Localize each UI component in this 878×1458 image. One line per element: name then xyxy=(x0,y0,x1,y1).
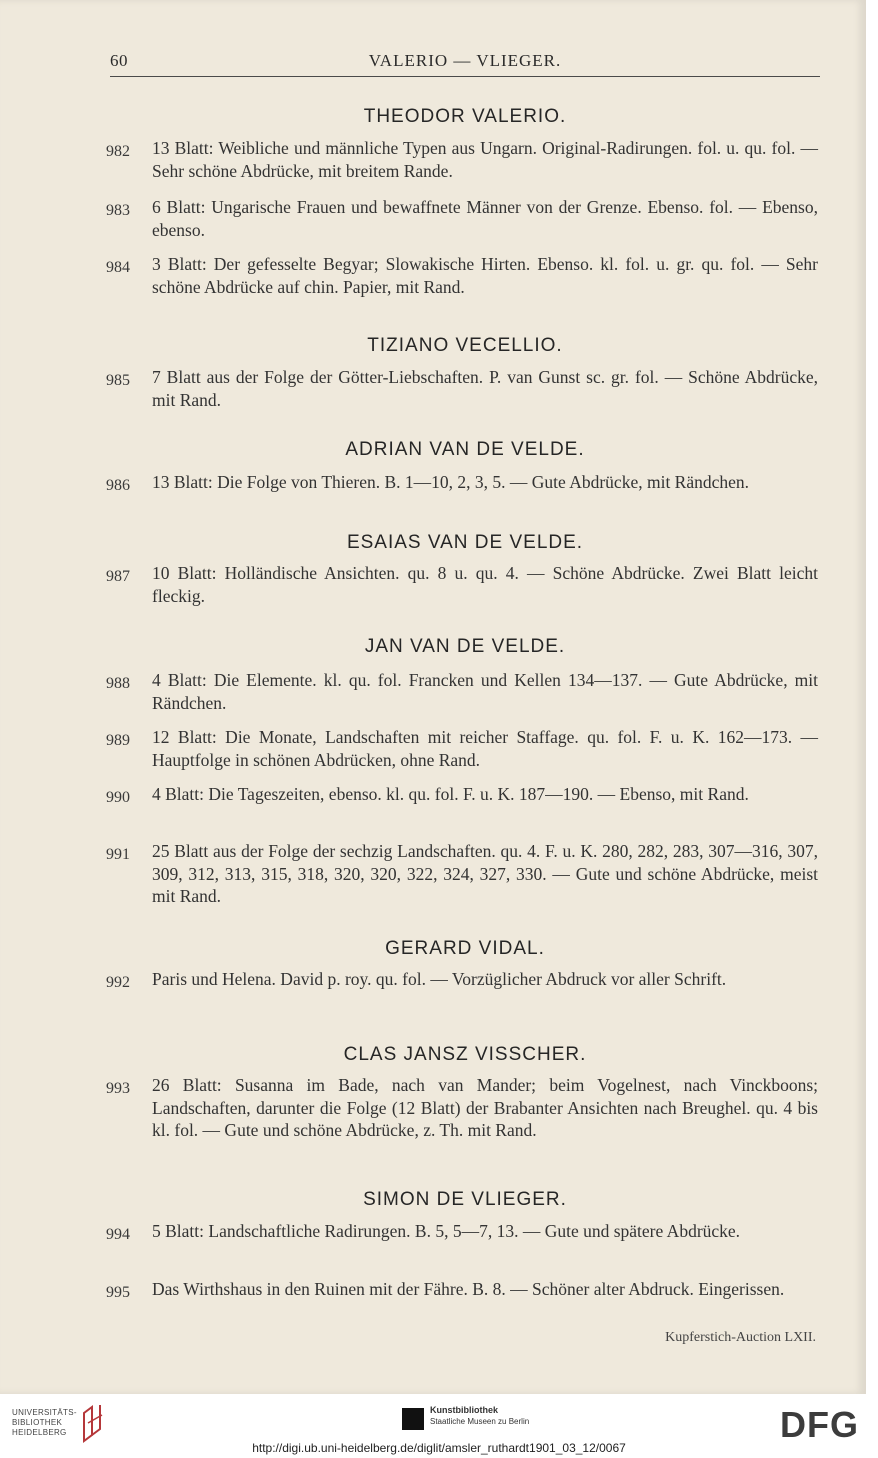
kb-subtitle: Staatliche Museen zu Berlin xyxy=(430,1417,530,1426)
entry-number: 984 xyxy=(106,259,130,276)
entry-number: 991 xyxy=(106,846,130,863)
university-line: HEIDELBERG xyxy=(12,1428,67,1437)
artist-heading: SIMON DE VLIEGER. xyxy=(363,1189,567,1210)
entry-number: 992 xyxy=(106,974,130,991)
artist-heading: TIZIANO VECELLIO. xyxy=(367,335,563,356)
catalog-entry xyxy=(106,783,818,806)
catalog-entry xyxy=(106,137,818,182)
catalog-entry xyxy=(106,196,818,241)
entry-text: 26 Blatt: Susanna im Bade, nach van Mander; beim Vogelnest, nach Vinckboons; Landschaften, darunter die Folge (12 Blatt) der Brabanter Ansichten nach Breughel. qu. 4 bis kl. fol. — Gute und schöne Abdrücke, z. Th. mit Rand. xyxy=(152,1075,818,1140)
artist-heading: ADRIAN VAN DE VELDE. xyxy=(345,439,585,460)
dfg-logo[interactable]: DFG xyxy=(780,1404,859,1445)
entry-number: 982 xyxy=(106,143,130,160)
entry-number: 990 xyxy=(106,789,130,806)
entry-number: 993 xyxy=(106,1080,130,1097)
running-title: VALERIO — VLIEGER. xyxy=(368,51,562,70)
catalog-entry xyxy=(106,669,818,714)
entry-text: 12 Blatt: Die Monate, Landschaften mit reicher Staffage. qu. fol. F. u. K. 162—173. — Hauptfolge in schönen Abdrücken, ohne Rand. xyxy=(152,727,818,770)
catalog-entry xyxy=(106,840,818,908)
catalog-entry xyxy=(106,726,818,771)
entry-number: 989 xyxy=(106,732,130,749)
entry-text: 4 Blatt: Die Elemente. kl. qu. fol. Francken und Kellen 134—137. — Gute Abdrücke, mit Rändchen. xyxy=(152,670,818,713)
catalog-entry xyxy=(106,562,818,607)
catalog-entry xyxy=(106,366,818,411)
kb-title: Kunstbibliothek xyxy=(430,1405,498,1415)
entry-text: 13 Blatt: Die Folge von Thieren. B. 1—10, 2, 3, 5. — Gute Abdrücke, mit Rändchen. xyxy=(152,472,750,492)
entry-number: 987 xyxy=(106,568,130,585)
entry-text: 4 Blatt: Die Tageszeiten, ebenso. kl. qu. fol. F. u. K. 187—190. — Ebenso, mit Rand. xyxy=(152,784,749,804)
entry-text: 3 Blatt: Der gefesselte Begyar; Slowakische Hirten. Ebenso. kl. fol. u. gr. qu. fol. — Sehr schöne Abdrücke auf chin. Papier, mit Rand. xyxy=(152,254,818,297)
artist-heading: GERARD VIDAL. xyxy=(385,938,545,959)
entry-number: 994 xyxy=(106,1226,130,1243)
entry-number: 985 xyxy=(106,372,130,389)
permalink-url[interactable]: http://digi.ub.uni-heidelberg.de/diglit/amsler_ruthardt1901_03_12/0067 xyxy=(252,1441,626,1455)
kunstbibliothek-label[interactable] xyxy=(430,1405,570,1427)
university-seal-icon xyxy=(78,1403,108,1443)
artist-heading: CLAS JANSZ VISSCHER. xyxy=(343,1044,587,1065)
entry-text: 10 Blatt: Holländische Ansichten. qu. 8 u. qu. 4. — Schöne Abdrücke. Zwei Blatt leicht fleckig. xyxy=(152,563,818,606)
catalog-entry xyxy=(106,968,818,991)
header-rule xyxy=(110,76,820,77)
entry-number: 986 xyxy=(106,477,130,494)
catalog-entry xyxy=(106,1074,818,1142)
entry-text: 5 Blatt: Landschaftliche Radirungen. B. 5, 5—7, 13. — Gute und spätere Abdrücke. xyxy=(152,1221,741,1241)
artist-heading: ESAIAS VAN DE VELDE. xyxy=(346,532,584,553)
page-number: 60 xyxy=(110,51,128,70)
university-line: UNIVERSITÄTS- xyxy=(12,1408,77,1417)
kunstbibliothek-logo-icon xyxy=(402,1408,424,1430)
entry-text: Paris und Helena. David p. roy. qu. fol. — Vorzüglicher Abdruck vor aller Schrift. xyxy=(152,969,727,989)
catalog-entry xyxy=(106,1278,818,1301)
entry-text: Das Wirthshaus in den Ruinen mit der Fähre. B. 8. — Schöner alter Abdruck. Eingerissen. xyxy=(152,1279,785,1299)
catalog-entry xyxy=(106,253,818,298)
footer-signature: Kupferstich-Auction LXII. xyxy=(665,1330,816,1345)
running-header xyxy=(110,49,820,77)
entry-text: 13 Blatt: Weibliche und männliche Typen aus Ungarn. Original-Radirungen. fol. u. qu. fol. — Sehr schöne Abdrücke, mit breitem Rande. xyxy=(152,138,818,181)
artist-heading: JAN VAN DE VELDE. xyxy=(364,636,566,657)
entry-text: 6 Blatt: Ungarische Frauen und bewaffnete Männer von der Grenze. Ebenso. fol. — Ebenso, ebenso. xyxy=(152,197,818,240)
entry-number: 995 xyxy=(106,1284,130,1301)
artist-heading: THEODOR VALERIO. xyxy=(363,106,567,127)
university-library-logo[interactable] xyxy=(12,1408,82,1438)
catalog-entry xyxy=(106,1220,818,1243)
university-line: BIBLIOTHEK xyxy=(12,1418,63,1427)
entry-text: 25 Blatt aus der Folge der sechzig Landschaften. qu. 4. F. u. K. 280, 282, 283, 307—316, 307, 309, 312, 313, 315, 318, 320, 320, 322, 324, 327, 330. — Gute und schöne Abdrücke, meist mit Rand. xyxy=(152,841,818,906)
catalog-entry xyxy=(106,471,818,494)
entry-text: 7 Blatt aus der Folge der Götter-Liebschaften. P. van Gunst sc. gr. fol. — Schöne Abdrücke, mit Rand. xyxy=(152,367,818,410)
entry-number: 988 xyxy=(106,675,130,692)
entry-number: 983 xyxy=(106,202,130,219)
